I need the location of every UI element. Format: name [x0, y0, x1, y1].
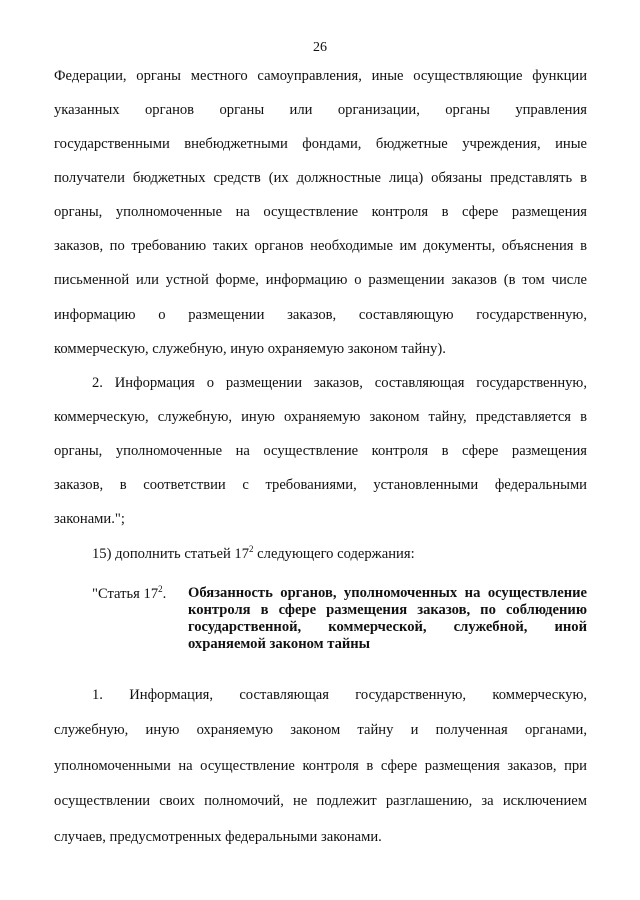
article-title-line: Обязанность органов, уполномоченных на осуществление — [188, 585, 587, 601]
article-title-line: государственной, коммерческой, служебной, иной — [188, 619, 587, 635]
article-label: "Статья $17^2$. — [92, 584, 167, 602]
article-title-line: контроля в сфере размещения заказов, по соблюдению — [188, 602, 587, 618]
text-line: указанных органов органы или организации, органы управления — [54, 102, 587, 118]
text-line: законами."; — [54, 511, 125, 527]
text-line: коммерческую, служебную, иную охраняемую законом тайну, представляется в — [54, 409, 587, 425]
text-line: органы, уполномоченные на осуществление контроля в сфере размещения — [54, 204, 587, 220]
article-title-line: охраняемой законом тайны — [188, 636, 371, 652]
text-line: письменной или устной форме, информацию о размещении заказов (в том числе — [54, 272, 587, 288]
text-line: осуществлении своих полномочий, не подлежит разглашению, за исключением — [54, 793, 587, 809]
text-line: Федерации, органы местного самоуправления, иные осуществляющие функции — [54, 68, 587, 84]
article-title — [188, 585, 587, 653]
text-line: коммерческую, служебную, иную охраняемую законом тайну). — [54, 341, 446, 357]
text-line: служебную, иную охраняемую законом тайну и полученная органами, — [54, 722, 587, 738]
text-line: государственными внебюджетными фондами, бюджетные учреждения, иные — [54, 136, 587, 152]
text-line: информацию о размещении заказов, составляющую государственную, — [54, 307, 587, 323]
text-line: случаев, предусмотренных федеральными законами. — [54, 829, 382, 845]
text-line: 2. Информация о размещении заказов, составляющая государственную, — [92, 375, 587, 391]
amendment-line: 15) дополнить статьей $17^2$ следующего содержания: — [92, 544, 415, 562]
text-line: органы, уполномоченные на осуществление контроля в сфере размещения — [54, 443, 587, 459]
text-line: получатели бюджетных средств (их должностные лица) обязаны представлять в — [54, 170, 587, 186]
text-line: заказов, в соответствии с требованиями, установленными федеральными — [54, 477, 587, 493]
page-number: 26 — [313, 40, 327, 55]
superscript: 2 — [249, 544, 254, 554]
article-heading — [92, 585, 587, 655]
text-line: уполномоченными на осуществление контроля в сфере размещения заказов, при — [54, 758, 587, 774]
text-line: заказов, по требованию таких органов необходимые им документы, объяснения в — [54, 238, 587, 254]
text-line: 1. Информация, составляющая государственную, коммерческую, — [92, 687, 587, 703]
superscript: 2 — [158, 584, 163, 594]
